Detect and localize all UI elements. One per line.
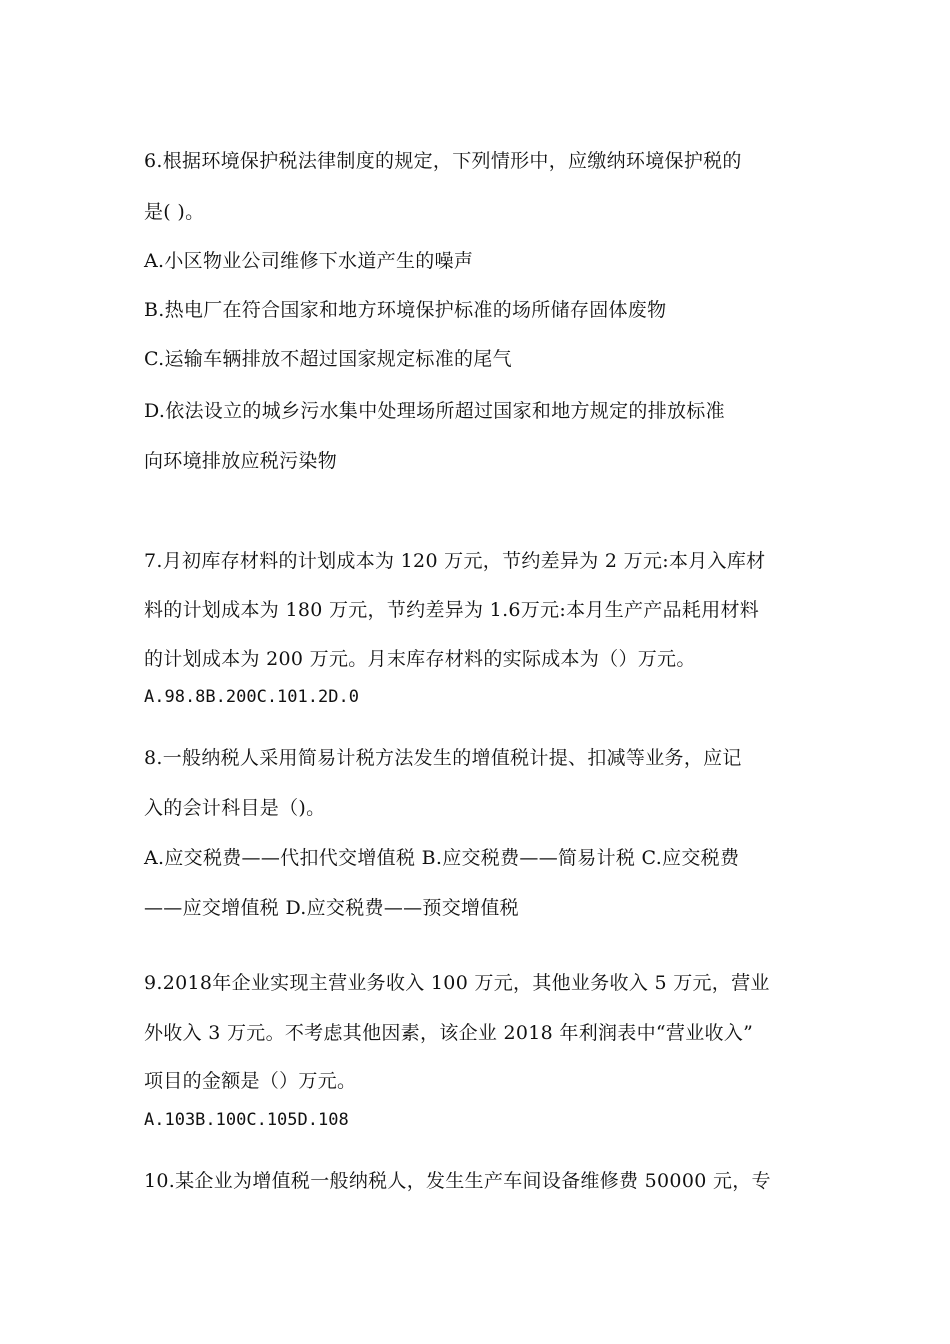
question-6-stem-line-2: 是( )。 — [144, 201, 205, 223]
question-7-stem-line-3: 的计划成本为 200 万元。月末库存材料的实际成本为（）万元。 — [144, 648, 696, 670]
question-9-stem-line-1: 9.2018年企业实现主营业务收入 100 万元，其他业务收入 5 万元，营业 — [144, 972, 770, 994]
question-8-options-line-2: ——应交增值税 D.应交税费——预交增值税 — [144, 897, 519, 919]
question-6-stem-line-1: 6.根据环境保护税法律制度的规定，下列情形中，应缴纳环境保护税的 — [144, 150, 742, 172]
question-6-option-b: B.热电厂在符合国家和地方环境保护标准的场所储存固体废物 — [144, 299, 667, 321]
question-6-option-d-cont: 向环境排放应税污染物 — [144, 450, 338, 472]
question-9-stem-line-3: 项目的金额是（）万元。 — [144, 1070, 357, 1092]
question-6-option-a: A.小区物业公司维修下水道产生的噪声 — [144, 250, 474, 272]
question-9-options: A.103B.100C.105D.108 — [144, 1110, 349, 1130]
question-8-stem-line-2: 入的会计科目是（)。 — [144, 797, 326, 819]
question-7-stem-line-1: 7.月初库存材料的计划成本为 120 万元，节约差异为 2 万元:本月入库材 — [144, 550, 766, 572]
question-9-stem-line-2: 外收入 3 万元。不考虑其他因素，该企业 2018 年利润表中“营业收入” — [144, 1022, 754, 1044]
question-6-option-c: C.运输车辆排放不超过国家规定标准的尾气 — [144, 348, 512, 370]
question-10-stem-line-1: 10.某企业为增值税一般纳税人，发生生产车间设备维修费 50000 元，专 — [144, 1170, 771, 1192]
question-7-stem-line-2: 料的计划成本为 180 万元，节约差异为 1.6万元:本月生产产品耗用材料 — [144, 599, 760, 621]
question-8-stem-line-1: 8.一般纳税人采用简易计税方法发生的增值税计提、扣减等业务，应记 — [144, 747, 742, 769]
question-8-options-line-1: A.应交税费——代扣代交增值税 B.应交税费——简易计税 C.应交税费 — [144, 847, 740, 869]
question-6-option-d: D.依法设立的城乡污水集中处理场所超过国家和地方规定的排放标准 — [144, 400, 725, 422]
question-7-options: A.98.8B.200C.101.2D.0 — [144, 687, 359, 707]
